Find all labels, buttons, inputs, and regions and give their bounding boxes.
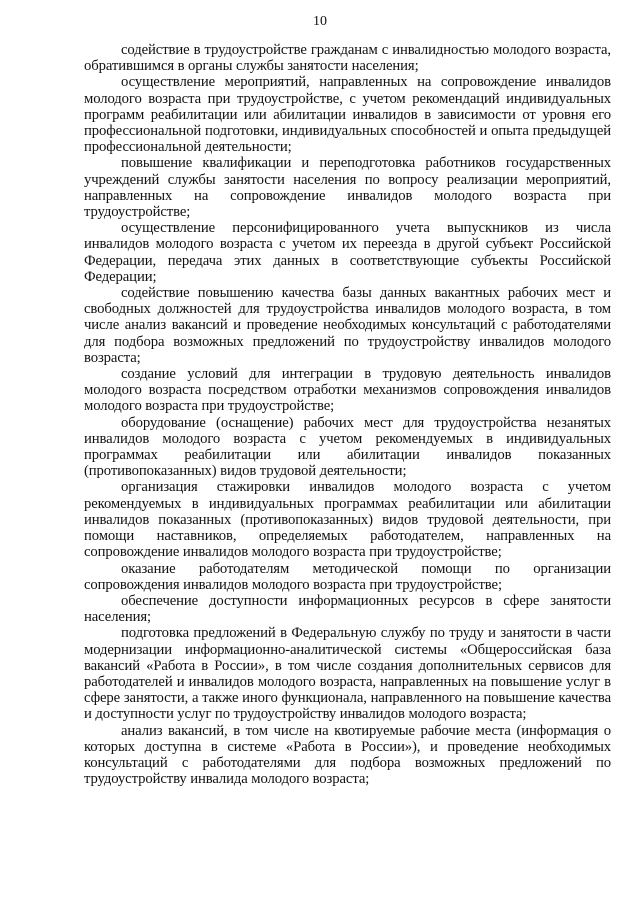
paragraph-system-modernization: подготовка предложений в Федеральную службу по труду и занятости в части модернизации информационно-аналитической системы «Общероссийская база вакансий «Работа в России», в том числе создания дополнительных сервисов для работодателей и инвалидов молодого возраста, направленных на повышение услуг в сфере занятости, а также иного функционала, направленного на повышение качества и доступности услуг по трудоустройству инвалидов молодого возраста; bbox=[84, 625, 611, 723]
paragraph-graduate-records: осуществление персонифицированного учета выпускников из числа инвалидов молодого возраста с учетом их переезда в другой субъект Российской Федерации, передача этих данных в соответствующие субъекты Российской Федерации; bbox=[84, 220, 611, 285]
paragraph-employer-assistance: оказание работодателям методической помощи по организации сопровождения инвалидов молодого возраста при трудоустройстве; bbox=[84, 560, 611, 593]
paragraph-internship: организация стажировки инвалидов молодого возраста с учетом рекомендуемых в индивидуальных программах реабилитации или абилитации инвалидов показанных (противопоказанных) видов трудовой деятельности, при помощи наставников, определяемых работодателем, направленных на сопровождение инвалидов молодого возраста при трудоустройстве; bbox=[84, 479, 611, 561]
paragraph-integration-conditions: создание условий для интеграции в трудовую деятельность инвалидов молодого возраста посредством отработки механизмов сопровождения инвалидов молодого возраста при трудоустройстве; bbox=[84, 366, 611, 415]
paragraph-vacancy-database: содействие повышению качества базы данных вакантных рабочих мест и свободных должностей для трудоустройства инвалидов молодого возраста, в том числе анализ вакансий и проведение необходимых консультаций с работодателями для подбора возможных предложений по трудоустройству инвалидов молодого возраста; bbox=[84, 285, 611, 366]
paragraph-workplace-equipment: оборудование (оснащение) рабочих мест для трудоустройства незанятых инвалидов молодого возраста с учетом рекомендуемых в индивидуальных программах реабилитации или абилитации инвалидов показанных (противопоказанных) видов трудовой деятельности; bbox=[84, 414, 611, 480]
page-number: 10 bbox=[313, 14, 327, 29]
paragraph-vacancy-analysis: анализ вакансий, в том числе на квотируемые рабочие места (информация о которых доступна в системе «Работа в России»), и проведение необходимых консультаций с работодателями для подбора возможных предложений по трудоустройству инвалида молодого возраста; bbox=[84, 722, 611, 788]
paragraph-information-accessibility: обеспечение доступности информационных ресурсов в сфере занятости населения; bbox=[84, 592, 611, 626]
paragraph-staff-training: повышение квалификации и переподготовка работников государственных учреждений службы занятости населения по вопросу реализации мероприятий, направленных на сопровождение инвалидов молодого возраста при трудоустройстве; bbox=[84, 155, 611, 221]
document-body bbox=[84, 42, 611, 787]
paragraph-employment-support-measures: осуществление мероприятий, направленных на сопровождение инвалидов молодого возраста при трудоустройстве, с учетом рекомендаций индивидуальных программ реабилитации или абилитации инвалидов в зависимости от уровня его профессиональной подготовки, индивидуальных способностей и опыта предыдущей профессиональной деятельности; bbox=[84, 74, 611, 156]
paragraph-employment-assistance: содействие в трудоустройстве гражданам с инвалидностью молодого возраста, обратившимся в органы службы занятости населения; bbox=[84, 42, 611, 75]
